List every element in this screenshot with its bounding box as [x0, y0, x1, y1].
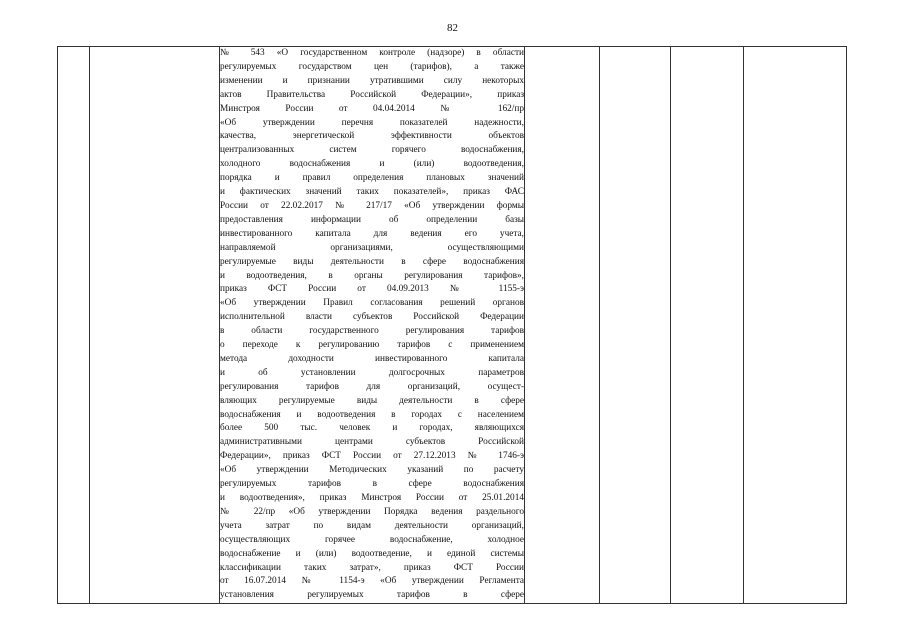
text-line: регулирования тарифов для организаций, осущест- — [220, 381, 524, 392]
text-line: метода доходности инвестированного капитала — [220, 353, 524, 364]
table-cell-empty-1 — [525, 47, 600, 604]
text-line: направляемой организациями, осуществляющими — [220, 242, 524, 253]
table-cell-name — [90, 47, 220, 604]
text-line: приказ ФСТ России от 04.09.2013 № 1155-э — [220, 284, 524, 295]
text-line: «Об утверждении Правил согласования решений органов — [220, 298, 524, 309]
text-line: порядка и правил определения плановых значений — [220, 173, 524, 184]
text-line: и об установлении долгосрочных параметров — [220, 367, 524, 378]
text-line: водоснабжение и (или) водоотведение, и единой системы — [220, 548, 524, 559]
text-line: Минстроя России от 04.04.2014 № 162/пр — [220, 103, 524, 114]
text-line: установления регулируемых тарифов в сфере — [220, 590, 524, 601]
text-line: централизованных систем горячего водоснабжения, — [220, 145, 524, 156]
table-cell-number — [58, 47, 90, 604]
text-line: исполнительной власти субъектов Российской Федерации — [220, 312, 524, 323]
text-line: вляющих регулируемые виды деятельности в сфере — [220, 395, 524, 406]
text-line: более 500 тыс. человек и городах, являющихся — [220, 423, 524, 434]
legal-basis-text — [220, 47, 524, 603]
text-line: изменении и признании утратившими силу некоторых — [220, 75, 524, 86]
text-line: учета затрат по видам деятельности организаций, — [220, 520, 524, 531]
text-line: административными центрами субъектов Российской — [220, 437, 524, 448]
text-line: осуществляющих горячее водоснабжение, холодное — [220, 534, 524, 545]
text-line: регулируемые виды деятельности в сфере водоснабжения — [220, 256, 524, 267]
table-row — [58, 47, 847, 604]
text-line: России от 22.02.2017 № 217/17 «Об утверждении формы — [220, 200, 524, 211]
text-line: инвестированного капитала для ведения его учета, — [220, 228, 524, 239]
text-line: и фактических значений таких показателей», приказ ФАС — [220, 187, 524, 198]
text-line: «Об утверждении Методических указаний по расчету — [220, 465, 524, 476]
text-line: и водоотведения», приказ Минстроя России от 25.01.2014 — [220, 493, 524, 503]
text-line: от 16.07.2014 № 1154-э «Об утверждении Регламента — [220, 576, 524, 587]
text-line: качества, энергетической эффективности объектов — [220, 131, 524, 142]
text-line: регулируемых тарифов в сфере водоснабжения — [220, 479, 524, 490]
text-line: Федерации», приказ ФСТ России от 27.12.2013 № 1746-э — [220, 451, 524, 462]
document-table — [57, 46, 847, 604]
table-cell-empty-2 — [600, 47, 671, 604]
table-cell-legal-basis — [220, 47, 525, 604]
text-line: регулируемых государством цен (тарифов), а также — [220, 61, 524, 72]
table-cell-empty-3 — [671, 47, 744, 604]
text-line: и водоотведения, в органы регулирования тарифов», — [220, 270, 524, 281]
text-line: водоснабжения и водоотведения в городах с населением — [220, 409, 524, 420]
text-line: «Об утверждении перечня показателей надежности, — [220, 117, 524, 128]
text-line: предоставления информации об определении базы — [220, 214, 524, 225]
text-line: актов Правительства Российской Федерации», приказ — [220, 89, 524, 100]
text-line: холодного водоснабжения и (или) водоотведения, — [220, 159, 524, 170]
text-line: о переходе к регулированию тарифов с применением — [220, 340, 524, 351]
text-line: № 543 «О государственном контроле (надзоре) в области — [220, 48, 524, 58]
table-cell-empty-4 — [744, 47, 847, 604]
text-line: в области государственного регулирования тарифов — [220, 326, 524, 337]
text-line: классификации таких затрат», приказ ФСТ России — [220, 562, 524, 573]
text-line: № 22/пр «Об утверждении Порядка ведения раздельного — [220, 506, 524, 517]
page-number: 82 — [447, 22, 458, 34]
